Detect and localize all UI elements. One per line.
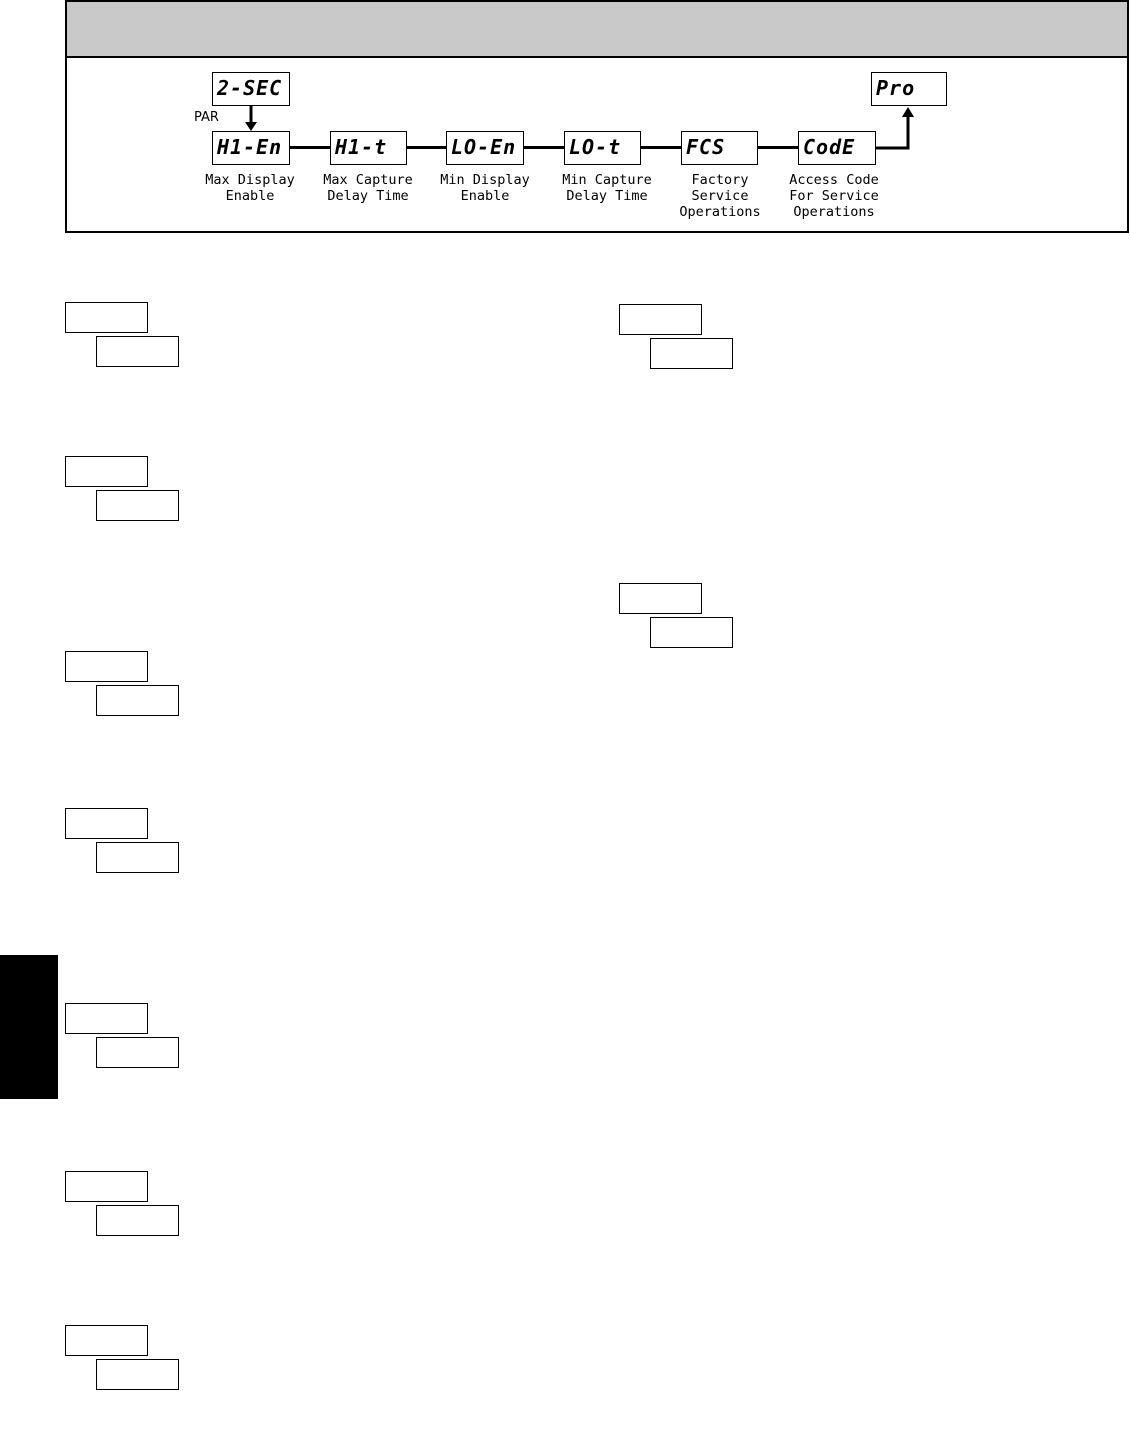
param-box xyxy=(65,1171,148,1202)
down-arrow-icon xyxy=(245,106,257,131)
up-arrow-icon xyxy=(876,107,914,148)
param-box xyxy=(65,1325,148,1356)
param-label-max-capture-delay: Max Capture Delay Time xyxy=(323,172,413,204)
value-box xyxy=(96,685,179,716)
param-display-code: CodE xyxy=(798,131,876,165)
value-box xyxy=(96,1205,179,1236)
param-box xyxy=(65,651,148,682)
value-box xyxy=(96,1359,179,1390)
param-box xyxy=(619,304,702,335)
param-display-hi-t: H1-t xyxy=(330,131,407,165)
param-box xyxy=(619,583,702,614)
param-display-fcs: FCS xyxy=(681,131,758,165)
value-box xyxy=(96,336,179,367)
par-key-label: PAR xyxy=(194,110,219,125)
param-label-access-code: Access Code For Service Operations xyxy=(789,172,879,220)
value-box xyxy=(96,1037,179,1068)
param-label-min-display-enable: Min Display Enable xyxy=(440,172,530,204)
exit-display-pro: Pro xyxy=(871,72,947,106)
param-label-min-capture-delay: Min Capture Delay Time xyxy=(562,172,652,204)
param-label-max-display-enable: Max Display Enable xyxy=(205,172,295,204)
param-box xyxy=(65,302,148,333)
section-side-tab xyxy=(0,955,58,1099)
param-label-factory-service: Factory Service Operations xyxy=(679,172,761,220)
entry-display-2-sec: 2-SEC xyxy=(212,72,290,106)
value-box xyxy=(650,617,733,648)
param-display-lo-t: LO-t xyxy=(564,131,641,165)
value-box xyxy=(96,842,179,873)
param-box xyxy=(65,1003,148,1034)
param-box xyxy=(65,456,148,487)
param-display-hi-en: H1-En xyxy=(212,131,290,165)
param-display-lo-en: LO-En xyxy=(446,131,524,165)
flow-arrows xyxy=(0,0,1130,240)
value-box xyxy=(650,338,733,369)
param-box xyxy=(65,808,148,839)
value-box xyxy=(96,490,179,521)
